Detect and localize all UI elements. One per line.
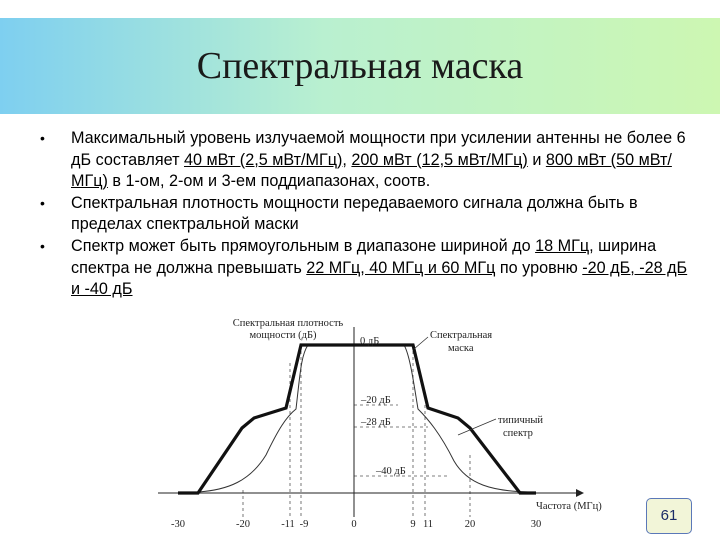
mask-label-2: маска [448,343,474,354]
bullet-item-power [38,128,688,193]
level-label-0db: 0 дБ [360,336,380,347]
mask-label: Спектральная [430,330,493,341]
level-label-20db: –20 дБ [361,395,391,406]
x-tick-label: 0 [351,519,357,530]
x-tick-label: -30 [171,519,185,530]
bullet-list [38,128,688,301]
bullet-text: Максимальный уровень излучаемой мощности при усилении антенны не более 6 дБ составляет [71,129,686,169]
bullet-text: и [527,150,546,169]
level-label-28db: –28 дБ [361,417,391,428]
underlined-value: 18 МГц [535,236,590,255]
y-axis-label: Спектральная плотность [232,318,344,329]
y-axis-label-unit: мощности (дБ) [249,330,317,341]
bullet-dot-icon: • [40,194,45,211]
bullet-dot-icon: • [40,237,45,254]
spectral-mask-diagram [158,305,638,537]
x-tick-label: 30 [530,519,542,530]
signal-label: типичный [498,415,544,426]
underlined-value: -20 дБ, -28 дБ и -40 дБ [71,258,688,299]
x-tick-label: 9 [410,519,416,530]
bullet-text: по уровню [495,258,583,277]
spectral-mask-line [178,345,536,493]
bullet-text: Спектральная плотность мощности передаваемого сигнала должна быть в пределах спектральной маски [71,193,638,234]
x-tick-label: -9 [299,519,309,530]
slide-title: Спектральная маска [196,45,524,87]
mask-leader-line [414,337,428,349]
bullet-item-spectrum-width [38,236,688,301]
underlined-value: 200 мВт (12,5 мВт/МГц) [351,150,528,169]
x-axis-arrow-icon [576,489,584,497]
page-number-badge: 61 [646,498,692,534]
bullet-item-psd [38,193,688,236]
x-axis-label: Частота (МГц) [536,501,602,512]
underlined-value: 40 мВт (2,5 мВт/МГц) [184,150,343,169]
signal-label-2: спектр [503,428,533,439]
bullet-dot-icon: • [40,130,45,146]
bullet-text: Спектр может быть прямоугольным в диапазоне шириной до [71,236,536,255]
underlined-value: 800 мВт (50 мВт/МГц) [71,150,672,191]
x-tick-label: 11 [422,519,434,530]
x-tick-label: -11 [281,519,295,530]
underlined-value: 22 МГц, 40 МГц и 60 МГц [306,258,496,277]
bullet-text: , [342,150,352,169]
bullet-text: в 1-ом, 2-ом и 3-ем поддиапазонах, соотв. [107,172,431,191]
x-tick-label: 20 [464,519,476,530]
level-label-40db: –40 дБ [376,466,406,477]
bullet-text: , ширина спектра не должна превышать [71,236,657,277]
x-tick-label: -20 [236,519,250,530]
